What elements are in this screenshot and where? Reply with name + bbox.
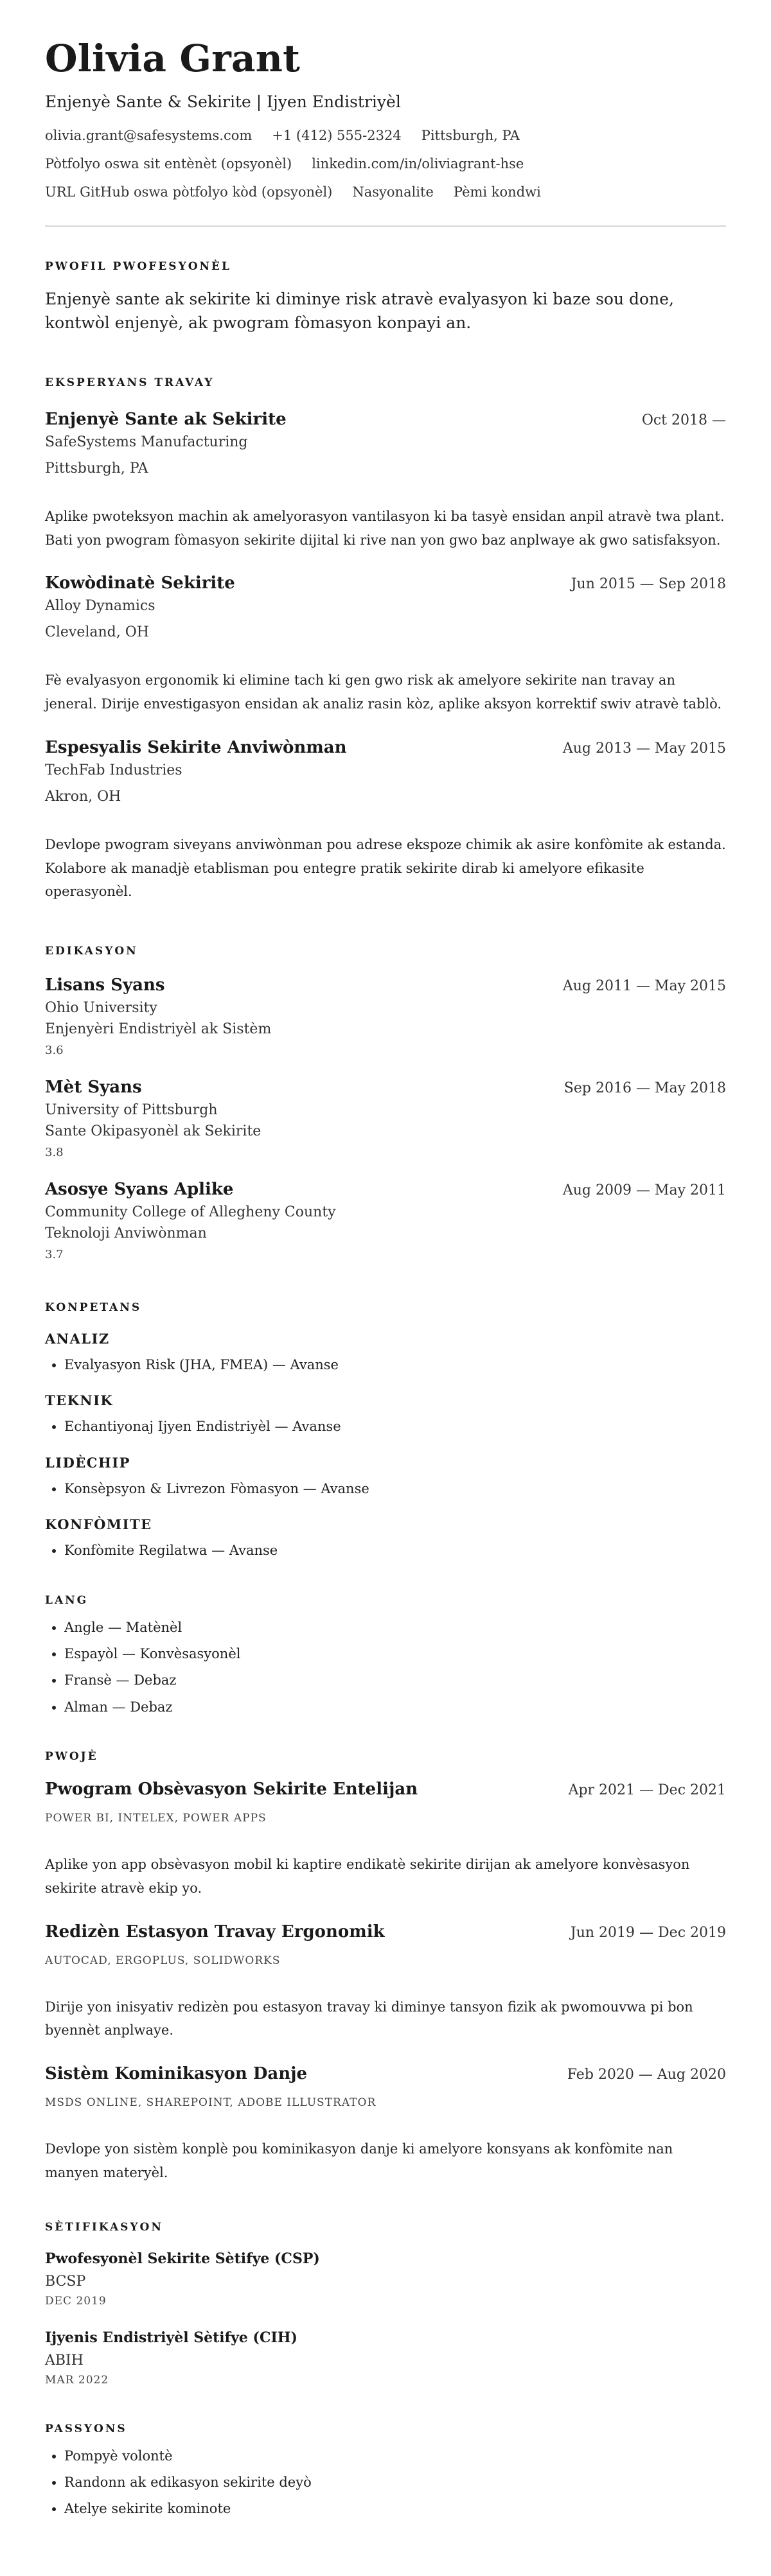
skill-group bbox=[45, 1455, 726, 1498]
field-of-study: Enjenyèri Endistriyèl ak Sistèm bbox=[45, 1021, 272, 1038]
skill-item: • Konfòmite Regilatwa — Avanse bbox=[64, 1541, 726, 1560]
section-title: KONPETANS bbox=[45, 1301, 142, 1315]
language-item: • Fransè — Debaz bbox=[64, 1671, 726, 1690]
section-title: EKSPERYANS TRAVAY bbox=[45, 376, 215, 389]
skill-category: LIDÈCHIP bbox=[45, 1454, 130, 1471]
skill-item: • Evalyasyon Risk (JHA, FMEA) — Avanse bbox=[64, 1356, 726, 1374]
certification-date: MAR 2022 bbox=[45, 2373, 109, 2387]
profile-summary: Enjenyè sante ak sekirite ki diminye risk atravè evalyasyon ki baze sou done, kontwòl enjenyè, ak pwogram fòmasyon konpayi an. bbox=[45, 289, 674, 333]
project-tech: AUTOCAD, ERGOPLUS, SOLIDWORKS bbox=[45, 1954, 281, 1967]
job-company: Alloy Dynamics bbox=[45, 598, 155, 615]
contact-location: Pittsburgh, PA bbox=[421, 127, 520, 143]
language-item: • Espayòl — Konvèsasyonèl bbox=[64, 1645, 726, 1663]
section-title: PASSYONS bbox=[45, 2422, 127, 2435]
project-entry bbox=[45, 1922, 726, 2043]
degree-title: Asosye Syans Aplike bbox=[45, 1180, 234, 1200]
project-entry bbox=[45, 2064, 726, 2185]
education-dates: Aug 2009 — May 2011 bbox=[562, 1182, 726, 1199]
certification-entry bbox=[45, 2329, 726, 2387]
gpa-value: 3.7 bbox=[45, 1248, 64, 1262]
certification-date: DEC 2019 bbox=[45, 2294, 107, 2308]
project-title: Redizèn Estasyon Travay Ergonomik bbox=[45, 1922, 385, 1941]
language-item: • Angle — Matènèl bbox=[64, 1618, 726, 1637]
contact-linkedin[interactable]: linkedin.com/in/oliviagrant-hse bbox=[312, 155, 524, 171]
job-title: Espesyalis Sekirite Anviwònman bbox=[45, 737, 347, 757]
project-description: Devlope yon sistèm konplè pou kominikasyon danje ki amelyore konsyans ak konfòmite nan manyen materyèl. bbox=[45, 2141, 673, 2180]
section-title: PWOFIL PWOFESYONÈL bbox=[45, 259, 231, 273]
education-entry bbox=[45, 1078, 726, 1159]
experience-entry bbox=[45, 410, 726, 552]
skill-item: • Echantiyonaj Ijyen Endistriyèl — Avanse bbox=[64, 1417, 726, 1436]
contact-portfolio[interactable]: Pòtfolyo oswa sit entènèt (opsyonèl) bbox=[45, 155, 292, 171]
contact-row bbox=[45, 128, 726, 143]
certifications-section bbox=[45, 2221, 726, 2387]
certification-name: Ijyenis Endistriyèl Sètifye (CIH) bbox=[45, 2329, 297, 2346]
school-name: University of Pittsburgh bbox=[45, 1102, 218, 1119]
experience-entry bbox=[45, 574, 726, 716]
skill-group bbox=[45, 1392, 726, 1436]
job-dates: Jun 2015 — Sep 2018 bbox=[571, 576, 726, 593]
job-location: Cleveland, OH bbox=[45, 624, 149, 641]
project-dates: Jun 2019 — Dec 2019 bbox=[570, 1924, 726, 1941]
education-entry bbox=[45, 1180, 726, 1261]
project-tech: POWER BI, INTELEX, POWER APPS bbox=[45, 1812, 267, 1825]
project-entry bbox=[45, 1780, 726, 1900]
certification-issuer: ABIH bbox=[45, 2352, 84, 2369]
job-description: Devlope pwogram siveyans anviwònman pou adrese ekspoze chimik ak asire konfòmite ak estanda. Kolabore ak manadjè etablisman pou entegre pratik sekirite dirab ki amelyore efikasite operasyonèl. bbox=[45, 836, 726, 900]
school-name: Community College of Allegheny County bbox=[45, 1204, 336, 1221]
languages-section bbox=[45, 1594, 726, 1717]
job-description: Aplike pwoteksyon machin ak amelyorasyon vantilasyon ki ba tasyè ensidan anpil atravè twa plant. Bati yon pwogram fòmasyon sekirite dijital ki rive nan yon gwo baz anplwaye ak gwo satisfaksyon. bbox=[45, 508, 725, 548]
project-dates: Feb 2020 — Aug 2020 bbox=[567, 2067, 726, 2083]
field-of-study: Teknoloji Anviwònman bbox=[45, 1225, 207, 1242]
job-company: SafeSystems Manufacturing bbox=[45, 434, 248, 450]
projects-section bbox=[45, 1750, 726, 2185]
section-title: PWOJÈ bbox=[45, 1750, 98, 1764]
certification-issuer: BCSP bbox=[45, 2273, 86, 2290]
skills-section bbox=[45, 1301, 726, 1561]
project-description: Dirije yon inisyativ redizèn pou estasyon travay ki diminye tansyon fizik ak pwomouvwa pi bon byennèt anplwaye. bbox=[45, 1999, 693, 2038]
job-company: TechFab Industries bbox=[45, 762, 182, 778]
job-dates: Aug 2013 — May 2015 bbox=[562, 740, 726, 757]
job-location: Akron, OH bbox=[45, 788, 121, 805]
header-divider bbox=[45, 225, 726, 227]
education-dates: Sep 2016 — May 2018 bbox=[563, 1080, 726, 1097]
contact-nationality: Nasyonalite bbox=[352, 184, 434, 200]
project-description: Aplike yon app obsèvasyon mobil ki kaptire endikatè sekirite dirijan ak amelyore konvèsasyon sekirite atravè ekip yo. bbox=[45, 1857, 690, 1896]
skill-group bbox=[45, 1516, 726, 1560]
job-title: Enjenyè Sante ak Sekirite bbox=[45, 409, 287, 429]
interest-item: • Pompyè volontè bbox=[64, 2447, 726, 2466]
project-title: Pwogram Obsèvasyon Sekirite Entelijan bbox=[45, 1780, 418, 1800]
contact-github[interactable]: URL GitHub oswa pòtfolyo kòd (opsyonèl) bbox=[45, 184, 333, 200]
skill-group bbox=[45, 1331, 726, 1374]
degree-title: Lisans Syans bbox=[45, 976, 165, 995]
skill-category: ANALIZ bbox=[45, 1331, 110, 1347]
education-dates: Aug 2011 — May 2015 bbox=[562, 978, 726, 995]
job-location: Pittsburgh, PA bbox=[45, 460, 148, 477]
job-description: Fè evalyasyon ergonomik ki elimine tach ki gen gwo risk ak amelyore sekirite nan travay an jeneral. Dirije envestigasyon ensidan ak analiz rasin kòz, aplike aksyon korrektif swiv atravè tablò. bbox=[45, 672, 722, 712]
job-dates: Oct 2018 — bbox=[641, 412, 726, 428]
resume-header bbox=[45, 39, 726, 200]
project-title: Sistèm Kominikasyon Danje bbox=[45, 2064, 308, 2084]
education-entry bbox=[45, 976, 726, 1057]
language-item: • Alman — Debaz bbox=[64, 1698, 726, 1717]
interest-item: • Atelye sekirite kominote bbox=[64, 2500, 726, 2518]
section-title: LANG bbox=[45, 1593, 89, 1607]
gpa-value: 3.6 bbox=[45, 1044, 64, 1058]
education-section bbox=[45, 945, 726, 1261]
job-title: Kowòdinatè Sekirite bbox=[45, 574, 235, 593]
profile-section bbox=[45, 260, 726, 335]
certification-name: Pwofesyonèl Sekirite Sètifye (CSP) bbox=[45, 2250, 320, 2267]
skill-category: TEKNIK bbox=[45, 1392, 114, 1409]
contact-email[interactable]: olivia.grant@safesystems.com bbox=[45, 127, 253, 143]
contact-row bbox=[45, 184, 726, 200]
experience-section bbox=[45, 376, 726, 904]
candidate-headline: Enjenyè Sante & Sekirite | Ijyen Endistriyèl bbox=[45, 92, 401, 111]
section-title: EDIKASYON bbox=[45, 945, 138, 958]
skill-category: KONFÒMITE bbox=[45, 1516, 152, 1533]
skill-item: • Konsèpsyon & Livrezon Fòmasyon — Avanse bbox=[64, 1480, 726, 1498]
project-dates: Apr 2021 — Dec 2021 bbox=[568, 1782, 726, 1799]
project-tech: MSDS ONLINE, SHAREPOINT, ADOBE ILLUSTRATOR bbox=[45, 2096, 377, 2110]
candidate-name: Olivia Grant bbox=[45, 37, 301, 80]
school-name: Ohio University bbox=[45, 1000, 157, 1017]
experience-entry bbox=[45, 738, 726, 904]
gpa-value: 3.8 bbox=[45, 1146, 64, 1160]
contact-phone[interactable]: +1 (412) 555-2324 bbox=[272, 127, 402, 143]
field-of-study: Sante Okipasyonèl ak Sekirite bbox=[45, 1123, 261, 1140]
interests-section bbox=[45, 2423, 726, 2519]
certification-entry bbox=[45, 2250, 726, 2308]
contact-row bbox=[45, 156, 726, 171]
degree-title: Mèt Syans bbox=[45, 1078, 142, 1098]
section-title: SÈTIFIKASYON bbox=[45, 2220, 163, 2234]
interest-item: • Randonn ak edikasyon sekirite deyò bbox=[64, 2473, 726, 2492]
contact-driving-license: Pèmi kondwi bbox=[453, 184, 541, 200]
